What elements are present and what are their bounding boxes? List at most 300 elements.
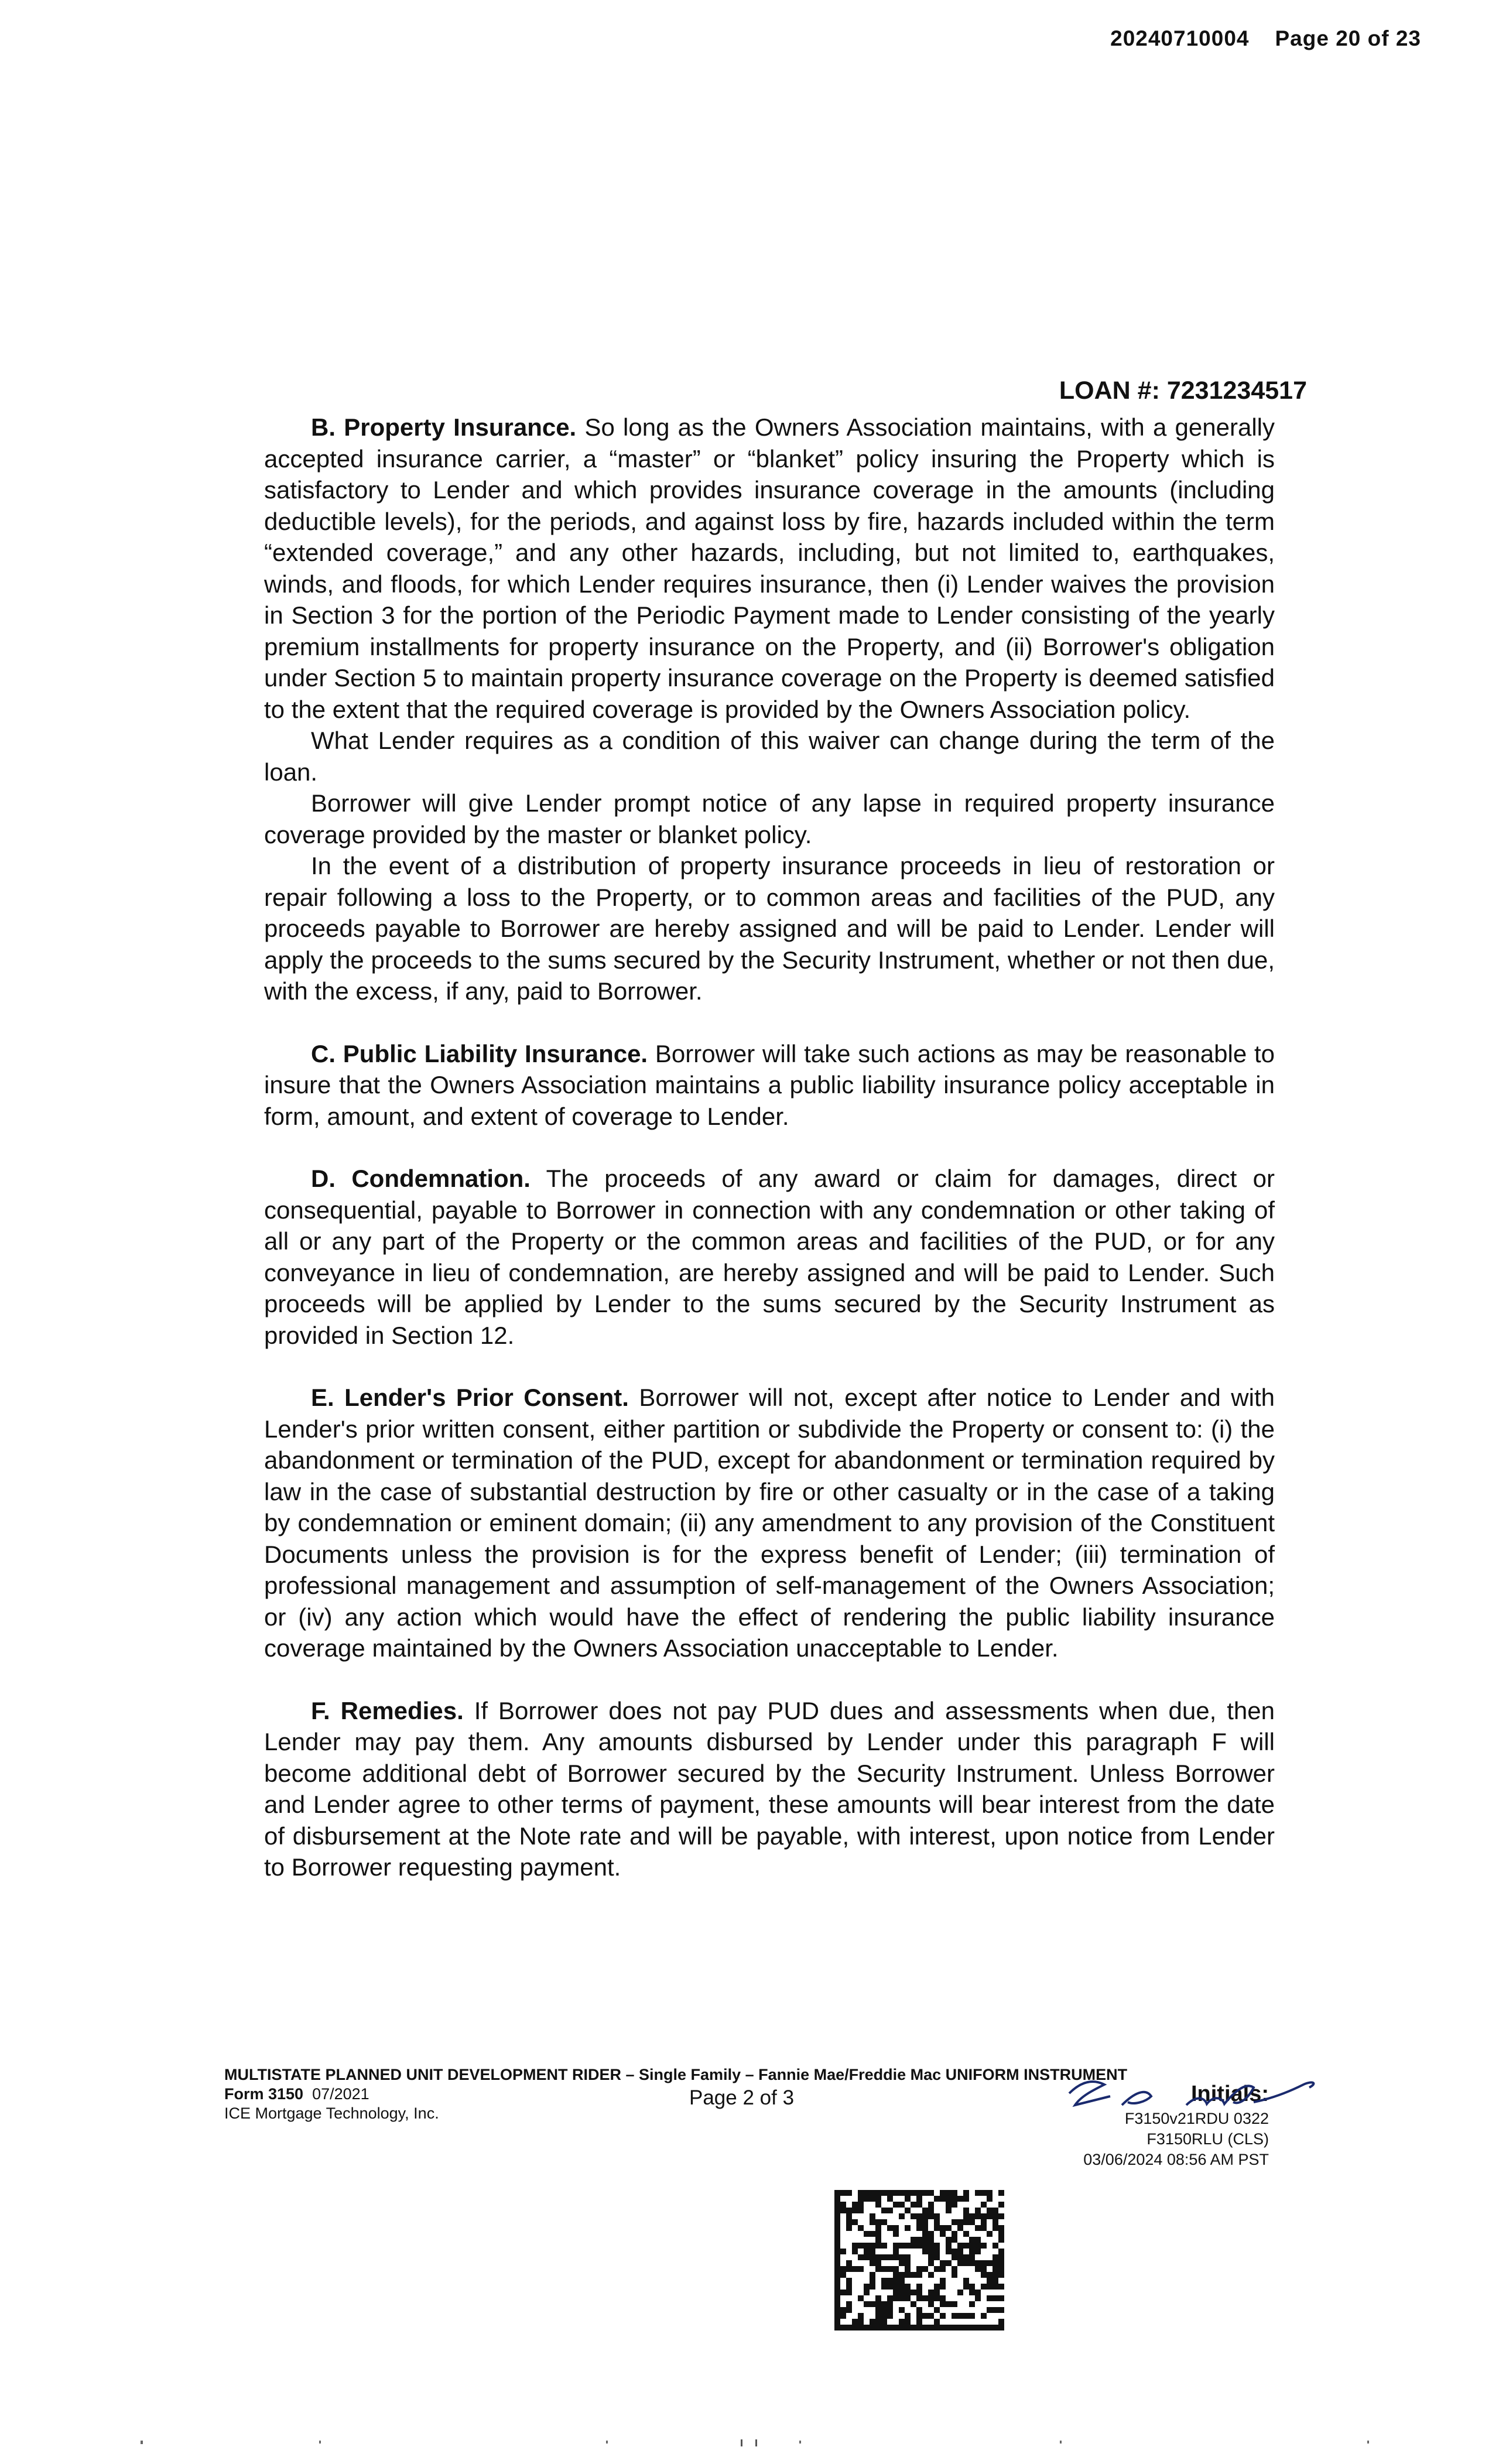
barcode-module xyxy=(905,2208,911,2213)
barcode-module xyxy=(957,2260,963,2266)
barcode-module xyxy=(957,2249,963,2254)
barcode-module xyxy=(987,2196,993,2202)
barcode-module xyxy=(899,2243,905,2249)
barcode-module xyxy=(840,2208,846,2213)
barcode-module xyxy=(946,2225,952,2231)
barcode-module xyxy=(993,2266,998,2272)
barcode-module xyxy=(887,2190,893,2196)
barcode-module xyxy=(905,2290,911,2295)
barcode-module xyxy=(887,2254,893,2260)
barcode-module xyxy=(893,2243,899,2249)
barcode-module xyxy=(905,2266,911,2272)
barcode-module xyxy=(916,2325,922,2330)
barcode-module xyxy=(993,2307,998,2313)
barcode-module xyxy=(934,2225,940,2231)
section-b xyxy=(264,412,1275,725)
barcode-module xyxy=(957,2290,963,2295)
barcode-module xyxy=(928,2272,934,2278)
barcode-module xyxy=(981,2272,987,2278)
barcode-module xyxy=(846,2190,852,2196)
barcode-module xyxy=(940,2278,946,2284)
barcode-module xyxy=(834,2266,840,2272)
barcode-module xyxy=(905,2313,911,2319)
barcode-module xyxy=(998,2325,1004,2330)
barcode-module xyxy=(893,2284,899,2290)
barcode-module xyxy=(905,2243,911,2249)
barcode-module xyxy=(922,2213,928,2219)
barcode-module xyxy=(870,2249,875,2254)
barcode-module xyxy=(875,2202,881,2208)
barcode-module xyxy=(993,2254,998,2260)
barcode-module xyxy=(881,2190,887,2196)
barcode-module xyxy=(899,2284,905,2290)
barcode-module xyxy=(834,2272,840,2278)
barcode-module xyxy=(928,2313,934,2319)
barcode-module xyxy=(993,2284,998,2290)
barcode-module xyxy=(993,2272,998,2278)
barcode-module xyxy=(870,2219,875,2225)
barcode-module xyxy=(922,2266,928,2272)
initials-stroke-4 xyxy=(1254,2082,1313,2102)
barcode-module xyxy=(916,2307,922,2313)
barcode-module xyxy=(846,2266,852,2272)
barcode-module xyxy=(875,2237,881,2243)
barcode-module xyxy=(911,2301,916,2307)
barcode-module xyxy=(987,2190,993,2196)
barcode-module xyxy=(858,2196,864,2202)
barcode-module xyxy=(916,2319,922,2325)
barcode-module xyxy=(852,2208,858,2213)
barcode-module xyxy=(887,2313,893,2319)
barcode-module xyxy=(998,2260,1004,2266)
barcode-module xyxy=(975,2260,981,2266)
barcode-module xyxy=(916,2237,922,2243)
barcode-module xyxy=(952,2301,957,2307)
barcode-module xyxy=(969,2219,975,2225)
initials-stroke-3 xyxy=(1186,2086,1254,2105)
barcode-module xyxy=(887,2295,893,2301)
barcode-module xyxy=(975,2249,981,2254)
barcode-module xyxy=(875,2319,881,2325)
barcode-module xyxy=(940,2266,946,2272)
barcode-module xyxy=(834,2237,840,2243)
barcode-module xyxy=(957,2225,963,2231)
barcode-module xyxy=(993,2295,998,2301)
barcode-module xyxy=(993,2219,998,2225)
footer-form-line xyxy=(224,2085,1127,2104)
barcode-module xyxy=(934,2266,940,2272)
barcode-module xyxy=(928,2231,934,2237)
barcode-module xyxy=(928,2237,934,2243)
footer-code-2: F3150RLU (CLS) xyxy=(1147,2130,1269,2148)
barcode-module xyxy=(922,2231,928,2237)
barcode-module xyxy=(834,2249,840,2254)
barcode-module xyxy=(963,2313,969,2319)
barcode-module xyxy=(887,2196,893,2202)
barcode-module xyxy=(875,2295,881,2301)
barcode-module xyxy=(840,2249,846,2254)
barcode-module xyxy=(899,2319,905,2325)
footer-timestamp: 03/06/2024 08:56 AM PST xyxy=(1083,2151,1269,2168)
barcode-module xyxy=(940,2196,946,2202)
barcode-module xyxy=(981,2190,987,2196)
barcode-module xyxy=(864,2231,870,2237)
barcode-module xyxy=(840,2266,846,2272)
barcode-module xyxy=(834,2254,840,2260)
barcode-module xyxy=(969,2237,975,2243)
footer-code-1: F3150v21RDU 0322 xyxy=(1124,2110,1269,2127)
section-c xyxy=(264,1038,1275,1132)
barcode-module xyxy=(887,2266,893,2272)
barcode-module xyxy=(881,2307,887,2313)
barcode-module xyxy=(957,2254,963,2260)
barcode-module xyxy=(916,2290,922,2295)
barcode-module xyxy=(875,2219,881,2225)
footer-form-date: 07/2021 xyxy=(312,2085,369,2103)
barcode-module xyxy=(870,2278,875,2284)
barcode-module xyxy=(875,2266,881,2272)
barcode-module xyxy=(864,2284,870,2290)
barcode-module xyxy=(981,2225,987,2231)
barcode-module xyxy=(963,2325,969,2330)
barcode-module xyxy=(864,2325,870,2330)
footer-codes xyxy=(1083,2109,1269,2170)
barcode-module xyxy=(952,2190,957,2196)
barcode-module xyxy=(993,2243,998,2249)
barcode-module xyxy=(916,2213,922,2219)
barcode-module xyxy=(881,2278,887,2284)
barcode-module xyxy=(840,2307,846,2313)
barcode-module xyxy=(893,2295,899,2301)
barcode-module xyxy=(993,2260,998,2266)
barcode-module xyxy=(864,2254,870,2260)
barcode-module xyxy=(881,2313,887,2319)
barcode-module xyxy=(840,2272,846,2278)
barcode-module xyxy=(952,2266,957,2272)
barcode-module xyxy=(963,2243,969,2249)
barcode-module xyxy=(928,2190,934,2196)
barcode-module xyxy=(957,2219,963,2225)
barcode-module xyxy=(981,2213,987,2219)
barcode-module xyxy=(846,2301,852,2307)
barcode-module xyxy=(875,2225,881,2231)
barcode-module xyxy=(928,2295,934,2301)
barcode-module xyxy=(846,2225,852,2231)
barcode-module xyxy=(946,2208,952,2213)
barcode-module xyxy=(858,2325,864,2330)
barcode-module xyxy=(922,2249,928,2254)
barcode-module xyxy=(875,2325,881,2330)
barcode-module xyxy=(858,2313,864,2319)
barcode-module xyxy=(940,2190,946,2196)
barcode-module xyxy=(922,2208,928,2213)
barcode-module xyxy=(846,2284,852,2290)
barcode-module xyxy=(940,2301,946,2307)
barcode-module xyxy=(911,2325,916,2330)
barcode-module xyxy=(934,2284,940,2290)
barcode-module xyxy=(893,2249,899,2254)
barcode-module xyxy=(969,2213,975,2219)
barcode-module xyxy=(969,2290,975,2295)
footer-form-info xyxy=(224,2065,1127,2123)
barcode-module xyxy=(834,2202,840,2208)
barcode-module xyxy=(987,2213,993,2219)
barcode-module xyxy=(998,2254,1004,2260)
barcode-module xyxy=(922,2237,928,2243)
section-f-heading: F. Remedies. xyxy=(311,1696,464,1724)
barcode-module xyxy=(957,2196,963,2202)
barcode-module xyxy=(946,2190,952,2196)
barcode-module xyxy=(834,2319,840,2325)
barcode-module xyxy=(916,2202,922,2208)
barcode-module xyxy=(881,2254,887,2260)
barcode-module xyxy=(998,2284,1004,2290)
barcode-module xyxy=(946,2196,952,2202)
barcode-module xyxy=(998,2249,1004,2254)
barcode-module xyxy=(846,2213,852,2219)
barcode-module xyxy=(922,2225,928,2231)
barcode-module xyxy=(916,2219,922,2225)
barcode-module xyxy=(975,2190,981,2196)
barcode-module xyxy=(875,2313,881,2319)
barcode-module xyxy=(928,2213,934,2219)
barcode-module xyxy=(952,2196,957,2202)
barcode-module xyxy=(975,2213,981,2219)
barcode-module xyxy=(963,2196,969,2202)
barcode-module xyxy=(969,2249,975,2254)
barcode-module xyxy=(934,2254,940,2260)
loan-number-line xyxy=(1059,377,1307,405)
barcode-module xyxy=(846,2325,852,2330)
footer-title-line xyxy=(224,2065,1127,2085)
barcode-module xyxy=(905,2325,911,2330)
barcode-module xyxy=(952,2249,957,2254)
footer-page-number: Page 2 of 3 xyxy=(689,2086,795,2109)
barcode-module xyxy=(864,2243,870,2249)
section-e-text: Borrower will not, except after notice to Lender and with Lender's prior written consent, either partition or subdivide the Property or consent to: (i) the abandonment or termination of the PUD, except for abandonment or termination required by law in the case of substantial destruction by fire or other casualty or in the case of a taking by condemnation or eminent domain; (ii) any amendment to any provision of the Constituent Documents unless the provision is for the express benefit of Lender; (iii) termination of professional management and assumption of self-management of the Owners Association; or (iv) any action which would have the effect of rendering the public liability insurance coverage maintained by the Owners Association unacceptable to Lender. xyxy=(264,1384,1275,1662)
barcode-module xyxy=(916,2190,922,2196)
barcode-module xyxy=(963,2278,969,2284)
barcode-module xyxy=(952,2313,957,2319)
barcode-module xyxy=(940,2325,946,2330)
barcode-module xyxy=(834,2284,840,2290)
section-b-para4: In the event of a distribution of property insurance proceeds in lieu of restoration or repair following a loss to the Property, or to common areas and facilities of the PUD, any proceeds payable to Borrower are hereby assigned and will be paid to Lender. Lender will apply the proceeds to the sums secured by the Security Instrument, whether or not then due, with the excess, if any, paid to Borrower. xyxy=(264,852,1275,1005)
barcode-module xyxy=(887,2208,893,2213)
barcode-module xyxy=(834,2313,840,2319)
barcode-module xyxy=(975,2243,981,2249)
barcode-module xyxy=(881,2208,887,2213)
barcode-module xyxy=(934,2290,940,2295)
barcode-module xyxy=(875,2307,881,2313)
barcode-module xyxy=(981,2260,987,2266)
barcode-module xyxy=(998,2202,1004,2208)
barcode-module xyxy=(870,2231,875,2237)
barcode-module xyxy=(834,2231,840,2237)
barcode-module xyxy=(840,2202,846,2208)
barcode-module xyxy=(911,2237,916,2243)
barcode-module xyxy=(998,2190,1004,2196)
barcode-module xyxy=(946,2325,952,2330)
footer-form-number: Form 3150 xyxy=(224,2085,304,2103)
barcode-module xyxy=(998,2295,1004,2301)
barcode-module xyxy=(911,2272,916,2278)
barcode-module xyxy=(952,2254,957,2260)
barcode-module xyxy=(858,2319,864,2325)
barcode-module xyxy=(998,2307,1004,2313)
barcode-module xyxy=(993,2278,998,2284)
barcode-module xyxy=(858,2254,864,2260)
barcode-module xyxy=(858,2266,864,2272)
barcode-module xyxy=(864,2196,870,2202)
barcode-module xyxy=(881,2325,887,2330)
barcode-module xyxy=(899,2254,905,2260)
barcode-module xyxy=(934,2196,940,2202)
barcode-module xyxy=(899,2190,905,2196)
barcode-module xyxy=(893,2225,899,2231)
barcode-module xyxy=(834,2196,840,2202)
barcode-module xyxy=(893,2231,899,2237)
barcode-module xyxy=(834,2190,840,2196)
barcode-module xyxy=(881,2266,887,2272)
barcode-module xyxy=(905,2190,911,2196)
barcode-module xyxy=(916,2284,922,2290)
barcode-module xyxy=(864,2301,870,2307)
barcode-module xyxy=(870,2254,875,2260)
barcode-module xyxy=(963,2254,969,2260)
barcode-module xyxy=(875,2190,881,2196)
barcode-module xyxy=(952,2202,957,2208)
barcode-module xyxy=(905,2272,911,2278)
barcode-module xyxy=(905,2284,911,2290)
barcode-module xyxy=(864,2290,870,2295)
barcode-module xyxy=(922,2313,928,2319)
barcode-module xyxy=(957,2313,963,2319)
barcode-module xyxy=(940,2313,946,2319)
barcode-module xyxy=(916,2243,922,2249)
section-e xyxy=(264,1382,1275,1664)
barcode-module xyxy=(870,2301,875,2307)
barcode-module xyxy=(963,2208,969,2213)
section-f-text: If Borrower does not pay PUD dues and assessments when due, then Lender may pay them. Any amounts disbursed by Lender under this paragraph F will become additional debt of Borrower secured by the Security Instrument. Unless Borrower and Lender agree to other terms of payment, these amounts will bear interest from the date of disbursement at the Note rate and will be payable, with interest, upon notice from Lender to Borrower requesting payment. xyxy=(264,1696,1275,1881)
barcode-module xyxy=(852,2266,858,2272)
barcode-module xyxy=(911,2202,916,2208)
barcode-module xyxy=(846,2260,852,2266)
barcode-module xyxy=(922,2243,928,2249)
barcode-module xyxy=(975,2208,981,2213)
barcode-module xyxy=(864,2190,870,2196)
barcode-module xyxy=(899,2260,905,2266)
barcode-module xyxy=(916,2272,922,2278)
barcode-module xyxy=(987,2231,993,2237)
initials-stroke-1 xyxy=(1069,2082,1110,2105)
barcode-module xyxy=(893,2266,899,2272)
section-b-para2: What Lender requires as a condition of this waiver can change during the term of the loan. xyxy=(264,727,1275,786)
barcode-module xyxy=(870,2243,875,2249)
barcode-module xyxy=(928,2202,934,2208)
barcode-module xyxy=(963,2284,969,2290)
barcode-module xyxy=(934,2249,940,2254)
barcode-module xyxy=(969,2313,975,2319)
barcode-module xyxy=(981,2202,987,2208)
barcode-module xyxy=(834,2307,840,2313)
barcode-module xyxy=(987,2325,993,2330)
initials-label: Initials: xyxy=(1190,2082,1269,2106)
barcode-module xyxy=(852,2249,858,2254)
barcode-module xyxy=(969,2254,975,2260)
barcode-module xyxy=(928,2301,934,2307)
barcode-module xyxy=(864,2249,870,2254)
scan-specks xyxy=(0,2430,1499,2453)
recording-header xyxy=(1110,26,1421,51)
barcode-module xyxy=(975,2325,981,2330)
barcode-module xyxy=(887,2325,893,2330)
barcode-module xyxy=(834,2260,840,2266)
barcode-module xyxy=(916,2295,922,2301)
barcode-module xyxy=(899,2307,905,2313)
barcode-module xyxy=(840,2313,846,2319)
barcode-module xyxy=(893,2278,899,2284)
barcode-module xyxy=(911,2190,916,2196)
barcode-module xyxy=(905,2254,911,2260)
barcode-module xyxy=(922,2295,928,2301)
barcode-module xyxy=(870,2260,875,2266)
barcode-module xyxy=(881,2284,887,2290)
barcode-module xyxy=(905,2260,911,2266)
barcode-module xyxy=(840,2290,846,2295)
barcode-module xyxy=(834,2278,840,2284)
barcode-module xyxy=(981,2284,987,2290)
footer-company: ICE Mortgage Technology, Inc. xyxy=(224,2104,439,2122)
section-f xyxy=(264,1695,1275,1883)
barcode-module xyxy=(899,2202,905,2208)
barcode-module xyxy=(846,2208,852,2213)
barcode-module xyxy=(969,2284,975,2290)
barcode-module xyxy=(905,2319,911,2325)
barcode-module xyxy=(881,2301,887,2307)
barcode-module xyxy=(998,2272,1004,2278)
barcode-module xyxy=(858,2190,864,2196)
barcode-module xyxy=(928,2325,934,2330)
loan-number: 7231234517 xyxy=(1166,377,1307,405)
section-c-heading: C. Public Liability Insurance. xyxy=(311,1039,648,1067)
barcode-module xyxy=(893,2272,899,2278)
section-d-text: The proceeds of any award or claim for damages, direct or consequential, payable to Borrower in connection with any condemnation or other taking of all or any part of the Property or the common areas and facilities of the PUD, or for any conveyance in lieu of condemnation, are hereby assigned and will be paid to Lender. Such proceeds will be applied by Lender to the sums secured by the Security Instrument as provided in Section 12. xyxy=(264,1165,1275,1349)
barcode-module xyxy=(840,2190,846,2196)
barcode-module xyxy=(928,2243,934,2249)
barcode-module xyxy=(834,2213,840,2219)
barcode-module xyxy=(870,2325,875,2330)
barcode-module xyxy=(987,2208,993,2213)
barcode-module xyxy=(963,2190,969,2196)
barcode-module xyxy=(957,2325,963,2330)
barcode-module xyxy=(987,2260,993,2266)
barcode-module xyxy=(998,2231,1004,2237)
barcode-module xyxy=(846,2219,852,2225)
barcode-module xyxy=(946,2202,952,2208)
barcode-module xyxy=(934,2295,940,2301)
barcode-module xyxy=(911,2243,916,2249)
barcode-module xyxy=(852,2219,858,2225)
barcode-module xyxy=(852,2243,858,2249)
barcode-module xyxy=(987,2272,993,2278)
barcode-module xyxy=(987,2284,993,2290)
barcode-module xyxy=(981,2219,987,2225)
barcode-module xyxy=(858,2243,864,2249)
barcode-module xyxy=(875,2301,881,2307)
barcode-module xyxy=(852,2319,858,2325)
barcode-module xyxy=(928,2208,934,2213)
barcode-module xyxy=(875,2243,881,2249)
